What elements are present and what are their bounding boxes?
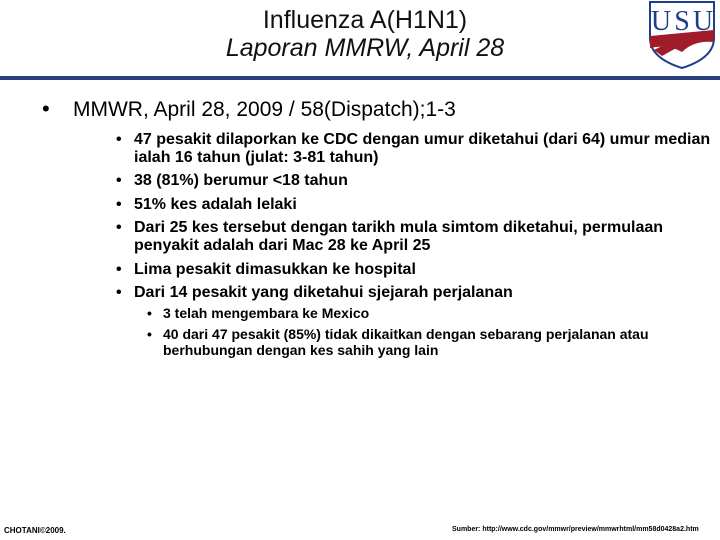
logo-letter-3: U xyxy=(692,6,714,37)
sub-bullet-1: • 47 pesakit dilaporkan ke CDC dengan umur diketahui (dari 64) umur median ialah 16 tahun (julat: 3-81 tahun) xyxy=(116,131,712,166)
title-line-1: Influenza A(H1N1) xyxy=(262,6,468,34)
sub-sub-bullet-2: • 40 dari 47 pesakit (85%) tidak dikaitkan dengan sebarang perjalanan atau berhubungan dengan kes sahih yang lain xyxy=(147,327,712,358)
sub-bullet-6 xyxy=(116,284,712,358)
logo-letter-1: U xyxy=(650,6,672,37)
main-bullet-list xyxy=(42,98,712,358)
main-bullet-text: MMWR, April 28, 2009 / 58(Dispatch);1-3 xyxy=(73,98,456,121)
usu-logo xyxy=(644,0,720,70)
title-line-2: Laporan MMRW, April 28 xyxy=(225,34,505,62)
sub-bullet-2: • 38 (81%) berumur <18 tahun xyxy=(116,172,712,190)
sub-sub-bullet-1: • 3 telah mengembara ke Mexico xyxy=(147,306,712,321)
title-divider xyxy=(0,76,720,80)
slide-body xyxy=(42,98,712,364)
sub-bullet-5: • Lima pesakit dimasukkan ke hospital xyxy=(116,261,712,279)
sub-sub-bullet-list xyxy=(134,306,712,358)
sub-bullet-4: • Dari 25 kes tersebut dengan tarikh mula simtom diketahui, permulaan penyakit adalah dari Mac 28 ke April 25 xyxy=(116,219,712,254)
logo-letter-2: S xyxy=(674,6,690,37)
sub-bullet-list xyxy=(73,131,712,358)
sub-bullet-3: • 51% kes adalah lelaki xyxy=(116,196,712,214)
source-footer: Sumber: http://www.cdc.gov/mmwr/preview/mmwrhtml/mm58d0428a2.htm xyxy=(452,526,699,533)
copyright-footer: CHOTANI©2009. xyxy=(4,526,66,535)
main-bullet xyxy=(42,98,712,358)
sub-bullet-6-text: Dari 14 pesakit yang diketahui sjejarah perjalanan xyxy=(134,284,513,302)
slide-title xyxy=(150,6,580,62)
